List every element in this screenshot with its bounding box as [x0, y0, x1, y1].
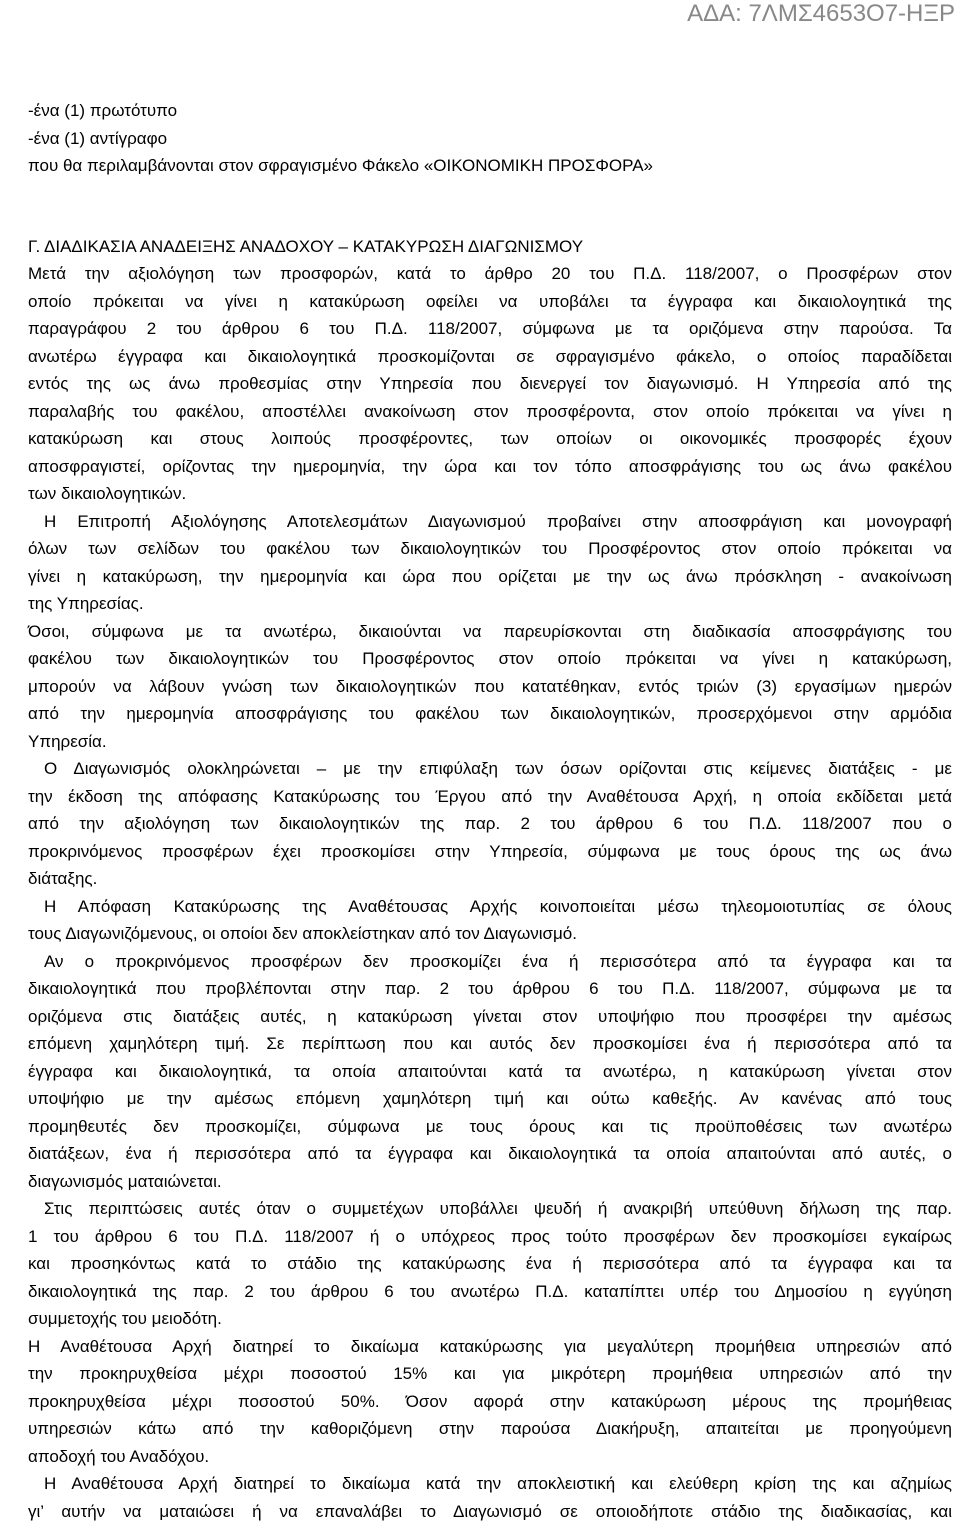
paragraph-line: διαγωνισμός ματαιώνεται.	[28, 1171, 222, 1191]
section-heading: Γ. ΔΙΑΔΙΚΑΣΙΑ ΑΝΑΔΕΙΞΗΣ ΑΝΑΔΟΧΟΥ – ΚΑΤΑΚΥΡΩΣΗ ΔΙΑΓΩΝΙΣΜΟΥ	[28, 236, 584, 256]
paragraph-line: Ο Διαγωνισμός ολοκληρώνεται – με την επιφύλαξη των όσων ορίζονται στις κείμενες διατάξεις - με	[44, 759, 952, 778]
paragraph-line: διατάξεων, ένα ή περισσότερα από τα έγγραφα και δικαιολογητικά τα οποία απαιτούνται από αυτές, ο	[28, 1144, 952, 1163]
paragraph-line: της Υπηρεσίας.	[28, 594, 144, 613]
paragraph-line: παραγράφου 2 του άρθρου 6 του Π.Δ. 118/2007, σύμφωνα με τα οριζόμενα στην παρούσα. Τα	[28, 319, 952, 338]
paragraph-line: προκρινόμενος προσφέρων έχει προσκομίσει στην Υπηρεσία, σύμφωνα με τους όρους της ως άνω	[28, 841, 952, 861]
paragraph-line: την έκδοση της απόφασης Κατακύρωσης του Έργου από την Αναθέτουσα Αρχή, η οποία εκδίδεται μετά	[28, 786, 952, 806]
paragraph-line: επόμενη χαμηλότερη τιμή. Σε περίπτωση που και αυτός δεν προσκομίσει ένα ή περισσότερα από τα	[28, 1034, 952, 1053]
paragraph-line: Η Επιτροπή Αξιολόγησης Αποτελεσμάτων Διαγωνισμού προβαίνει στην αποσφράγιση και μονογραφή	[44, 511, 952, 531]
ada-code: ΑΔΑ: 7ΛΜΣ4653Ο7-ΗΞΡ	[687, 0, 955, 27]
paragraph-line: από την αξιολόγηση των δικαιολογητικών της παρ. 2 του άρθρου 6 του Π.Δ. 118/2007 που ο	[28, 814, 952, 833]
paragraph-line: προμηθευτές δεν προσκομίζει, σύμφωνα με τους όρους και τις προϋποθέσεις των ανωτέρω	[28, 1116, 952, 1136]
paragraph-line: Υπηρεσία.	[28, 731, 107, 751]
intro-line: -ένα (1) πρωτότυπο	[28, 101, 178, 120]
paragraph-line: Η Αναθέτουσα Αρχή διατηρεί το δικαίωμα κατακύρωσης για μεγαλύτερη προμήθεια υπηρεσιών από	[28, 1336, 952, 1356]
paragraph-line: Αν ο προκρινόμενος προσφέρων δεν προσκομίζει ένα ή περισσότερα από τα έγγραφα και τα	[44, 951, 952, 971]
paragraph-9	[28, 1470, 952, 1525]
paragraph-line: συμμετοχής του μειοδότη.	[28, 1309, 222, 1328]
paragraph-line: εντός της ως άνω προθεσμίας στην Υπηρεσία που διενεργεί τον διαγωνισμό. Η Υπηρεσία από της	[28, 374, 952, 393]
paragraph-line: 1 του άρθρου 6 του Π.Δ. 118/2007 ή ο υπόχρεος προς τούτο προσφέρων δεν προσκομίσει εγκαίρως	[28, 1226, 952, 1246]
paragraph-line: ανωτέρω έγγραφα και δικαιολογητικά προσκομίζονται σε σφραγισμένο φάκελο, ο οποίος παραδίδεται	[28, 346, 952, 366]
paragraph-line: όλων των σελίδων του φακέλου των δικαιολογητικών του Προσφέροντος στον οποίο πρόκειται να	[28, 539, 952, 558]
paragraph-line: Όσοι, σύμφωνα με τα ανωτέρω, δικαιούνται να παρευρίσκονται στη διαδικασία αποσφράγισης του	[28, 621, 952, 641]
intro-line: -ένα (1) αντίγραφο	[28, 128, 168, 148]
paragraph-line: υποψήφιο με την αμέσως επόμενη χαμηλότερη τιμή και ούτω καθεξής. Αν κανένας από τους	[28, 1089, 952, 1108]
paragraph-5	[28, 893, 952, 948]
paragraph-line: από την ημερομηνία αποσφράγισης του φακέλου των δικαιολογητικών, προσερχόμενοι στην αρμόδια	[28, 704, 952, 723]
paragraph-line: δικαιολογητικά της παρ. 2 του άρθρου 6 του ανωτέρω Π.Δ. καταπίπτει υπέρ του Δημοσίου η εγγύηση	[28, 1281, 952, 1301]
paragraph-line: κατακύρωση και στους λοιπούς προσφέροντες, των οποίων οι οικονομικές προσφορές έχουν	[28, 429, 952, 448]
paragraph-line: τους Διαγωνιζόμενους, οι οποίοι δεν αποκλείστηκαν από τον Διαγωνισμό.	[28, 924, 577, 943]
paragraph-7	[28, 1195, 952, 1333]
intro-block	[28, 97, 952, 180]
paragraph-line: Μετά την αξιολόγηση των προσφορών, κατά το άρθρο 20 του Π.Δ. 118/2007, ο Προσφέρων στον	[28, 264, 952, 283]
paragraph-4	[28, 755, 952, 893]
paragraph-line: γι’ αυτήν να ματαιώσει ή να επαναλάβει το Διαγωνισμό σε οποιοδήποτε στάδιο της διαδικασίας, και	[28, 1501, 952, 1521]
paragraph-line: προκηρυχθείσα μέχρι ποσοστού 50%. Όσον αφορά στην κατακύρωση μέρους της προμήθειας	[28, 1391, 952, 1411]
paragraph-line: αποσφραγιστεί, ορίζοντας την ημερομηνία, την ώρα και τον τόπο αποσφράγισης του ως άνω φακέλου	[28, 456, 952, 476]
paragraph-1	[28, 260, 952, 508]
paragraph-line: φακέλου των δικαιολογητικών του Προσφέροντος στον οποίο πρόκειται να γίνει η κατακύρωση,	[28, 649, 952, 668]
paragraph-6	[28, 948, 952, 1196]
paragraph-line: Η Αναθέτουσα Αρχή διατηρεί το δικαίωμα κατά την αποκλειστική και ελεύθερη κρίση της και αζημίως	[44, 1474, 952, 1493]
paragraph-line: και προσηκόντως κατά το στάδιο της κατακύρωσης ένα ή περισσότερα από τα έγγραφα και τα	[28, 1254, 952, 1273]
paragraph-line: υπηρεσιών κάτω από την καθοριζόμενη στην παρούσα Διακήρυξη, απαιτείται με προηγούμενη	[28, 1419, 952, 1438]
paragraph-8	[28, 1333, 952, 1471]
paragraph-line: οριζόμενα στις διατάξεις αυτές, η κατακύρωση γίνεται στον υποψήφιο που προσφέρει την αμέσως	[28, 1006, 952, 1026]
paragraph-line: παραλαβής του φακέλου, αποστέλλει ανακοίνωση στον προσφέροντα, στον οποίο πρόκειται να γίνει η	[28, 401, 952, 421]
paragraph-line: την προκηρυχθείσα μέχρι ποσοστού 15% και για μικρότερη προμήθεια υπηρεσιών από την	[28, 1364, 952, 1383]
paragraph-line: αποδοχή του Αναδόχου.	[28, 1446, 210, 1466]
paragraph-line: δικαιολογητικά που προβλέπονται στην παρ. 2 του άρθρου 6 του Π.Δ. 118/2007, σύμφωνα με τα	[28, 979, 952, 998]
paragraph-line: των δικαιολογητικών.	[28, 484, 187, 503]
paragraph-2	[28, 508, 952, 618]
paragraph-line: Η Απόφαση Κατακύρωσης της Αναθέτουσας Αρχής κοινοποιείται μέσω τηλεομοιοτυπίας σε όλους	[44, 896, 952, 916]
paragraph-line: γίνει η κατακύρωση, την ημερομηνία και ώρα που ορίζεται με την ως άνω πρόσκληση - ανακοίνωση	[28, 566, 952, 586]
document-body	[28, 97, 952, 1525]
paragraph-line: διάταξης.	[28, 869, 98, 888]
paragraph-line: οποίο πρόκειται να γίνει η κατακύρωση οφείλει να υποβάλει τα έγγραφα και δικαιολογητικά της	[28, 291, 952, 311]
paragraph-line: μπορούν να λάβουν γνώση των δικαιολογητικών που κατατέθηκαν, εντός τριών (3) εργασίμων ημερών	[28, 676, 952, 696]
paragraph-3	[28, 618, 952, 756]
paragraph-line: Στις περιπτώσεις αυτές όταν ο συμμετέχων υποβάλλει ψευδή ή ανακριβή υπεύθυνη δήλωση της παρ.	[44, 1199, 952, 1218]
paragraph-line: έγγραφα και δικαιολογητικά, τα οποία απαιτούνται κατά τα ανωτέρω, η κατακύρωση γίνεται στον	[28, 1061, 952, 1081]
intro-line: που θα περιλαμβάνονται στον σφραγισμένο Φάκελο «ΟΙΚΟΝΟΜΙΚΗ ΠΡΟΣΦΟΡΑ»	[28, 156, 653, 175]
